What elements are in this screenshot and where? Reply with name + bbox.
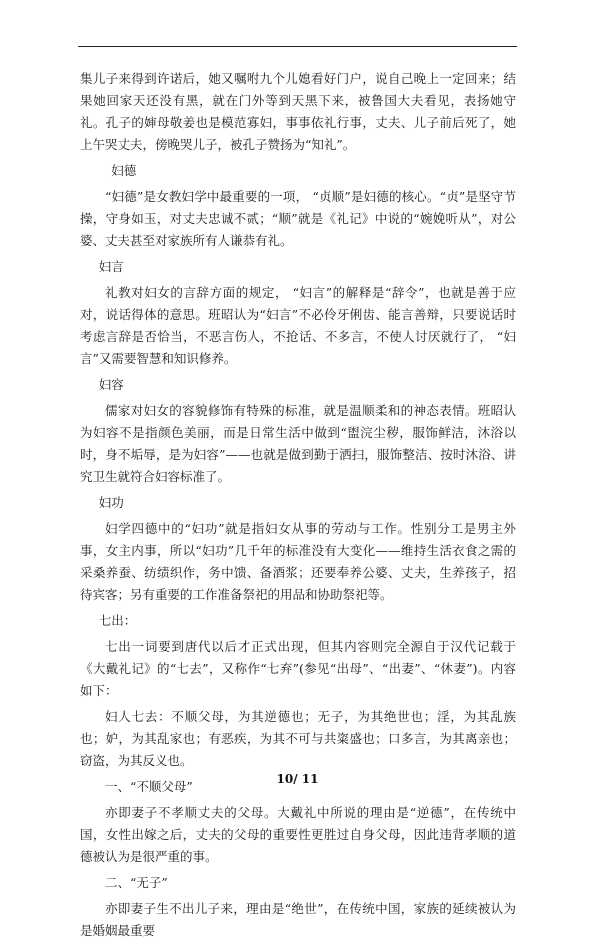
body-paragraph: 妇学四德中的“妇功”就是指妇女从事的劳动与工作。性别分工是男主外事，女主内事，所以“妇功”几千年的标准没有大变化——维持生活衣食之需的采桑养蚕、纺绩织作，务中馈、备酒浆；还要奉养公婆、丈夫，生养孩子，招待宾客；另有重要的工作准备祭祀的用品和协助祭祀等。: [80, 521, 516, 602]
section-heading: 妇言: [98, 259, 124, 274]
header-rule: [78, 46, 517, 47]
document-body: [80, 68, 516, 946]
body-paragraph: 儒家对妇女的容貌修饰有特殊的标准，就是温顺柔和的神态表情。班昭认为妇容不是指颜色美丽，而是日常生活中做到“盥浣尘秽，服饰鲜洁，沐浴以时，身不垢辱，是为妇容”——也就是做到勤于洒扫，服饰整洁、按时沐浴、讲究卫生就符合妇容标准了。: [80, 403, 516, 484]
body-paragraph: 亦即妻子不孝顺丈夫的父母。大戴礼中所说的理由是“逆德”，在传统中国，女性出嫁之后，丈夫的父母的重要性更胜过自身父母，因此违背孝顺的道德被认为是很严重的事。: [80, 805, 516, 864]
body-paragraph: 二、“无子”: [105, 875, 168, 890]
body-paragraph: “妇德”是女教妇学中最重要的一项， “贞顺”是妇德的核心。“贞”是坚守节操，守身如玉，对丈夫忠诚不贰；“顺”就是《礼记》中说的“婉娩听从”，对公婆、丈夫甚至对家族所有人谦恭有礼。: [80, 189, 516, 248]
section-heading: 妇容: [98, 377, 124, 392]
body-paragraph: 礼教对妇女的言辞方面的规定， “妇言”的解释是“辞令”，也就是善于应对，说话得体的意思。班昭认为“妇言”不必伶牙俐齿、能言善辩，只要说话时考虑言辞是否恰当，不恶言伤人，不抢话、不多言，不使人讨厌就行了， “妇言”又需要智慧和知识修养。: [80, 285, 516, 366]
section-heading: 妇德: [111, 163, 137, 178]
page-number: 10/ 11: [276, 772, 319, 786]
body-paragraph: 一、“不顺父母”: [105, 779, 193, 794]
body-paragraph: 妇人七去：不顺父母，为其逆德也；无子，为其绝世也；淫，为其乱族也；妒，为其乱家也；有恶疾，为其不可与共粢盛也；口多言，为其离亲也；窃盗，为其反义也。: [80, 709, 516, 768]
body-paragraph: 七出一词要到唐代以后才正式出现，但其内容则完全源自于汉代记载于《大戴礼记》的“七去”，又称作“七弃”(参见“出母”、“出妻”、“休妻”)。内容如下：: [80, 639, 516, 698]
body-paragraph: 亦即妻子生不出儿子来，理由是“绝世”，在传统中国，家族的延续被认为是婚姻最重要: [80, 901, 516, 938]
body-paragraph: 集儿子来得到许诺后，她又嘱咐九个儿媳看好门户，说自己晚上一定回来；结果她回家天还没有黑，就在门外等到天黑下来，被鲁国大夫看见，表扬她守礼。孔子的婶母敬姜也是模范寡妇，事事依礼行事，丈夫、儿子前后死了，她上午哭丈夫，傍晚哭儿子，被孔子赞扬为“知礼”。: [80, 71, 516, 152]
section-heading: 七出：: [98, 613, 137, 628]
section-heading: 妇功: [98, 495, 124, 510]
